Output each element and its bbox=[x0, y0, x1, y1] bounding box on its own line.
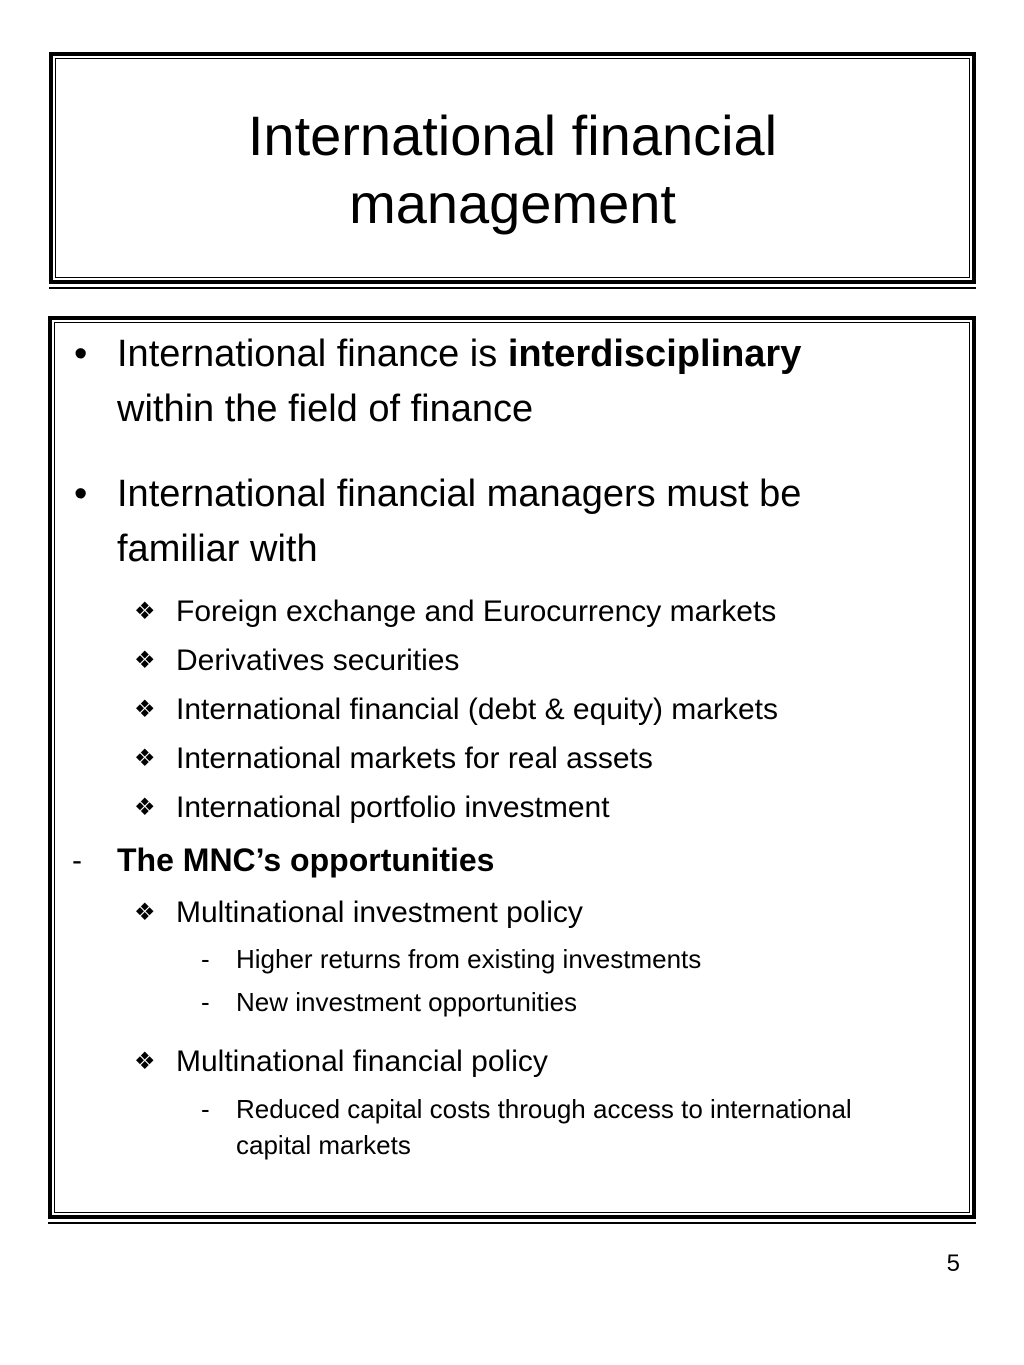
dash-marker: - bbox=[72, 844, 82, 877]
sub-item-line2: capital markets bbox=[236, 1130, 411, 1160]
policy-item: Multinational investment policy bbox=[176, 896, 583, 929]
market-item: International portfolio investment bbox=[176, 791, 610, 824]
diamond-bullet-icon: ❖ bbox=[134, 647, 156, 674]
bullet-text-line2: within the field of finance bbox=[117, 388, 534, 430]
market-item: International financial (debt & equity) markets bbox=[176, 693, 778, 726]
diamond-bullet-icon: ❖ bbox=[134, 598, 156, 625]
bullet-text-line2: familiar with bbox=[117, 528, 318, 570]
sub-item: New investment opportunities bbox=[236, 987, 578, 1017]
diamond-bullet-icon: ❖ bbox=[134, 794, 156, 821]
diamond-bullet-icon: ❖ bbox=[134, 745, 156, 772]
bullet-text-plain: International finance is bbox=[117, 333, 508, 375]
policy-item: Multinational financial policy bbox=[176, 1045, 548, 1078]
sub-item: Reduced capital costs through access to international bbox=[236, 1094, 852, 1124]
market-item: Derivatives securities bbox=[176, 644, 460, 677]
dash-marker: - bbox=[201, 944, 210, 974]
dash-marker: - bbox=[201, 987, 210, 1017]
diamond-bullet-icon: ❖ bbox=[134, 899, 156, 926]
bullet-text-bold: interdisciplinary bbox=[507, 333, 802, 375]
bullet-text: International financial managers must be bbox=[117, 473, 802, 515]
title-line-2: management bbox=[349, 172, 676, 235]
slide-title bbox=[53, 102, 972, 238]
bullet-marker: • bbox=[74, 333, 88, 375]
title-box bbox=[49, 52, 976, 284]
diamond-bullet-icon: ❖ bbox=[134, 1048, 156, 1075]
bullet-marker: • bbox=[74, 473, 88, 515]
page-number: 5 bbox=[946, 1250, 960, 1277]
title-line-1: International financial bbox=[247, 104, 778, 167]
mnc-heading: The MNC’s opportunities bbox=[117, 842, 495, 878]
diamond-bullet-icon: ❖ bbox=[134, 696, 156, 723]
sub-item: Higher returns from existing investments bbox=[236, 944, 702, 974]
market-item: International markets for real assets bbox=[176, 742, 653, 775]
dash-marker: - bbox=[201, 1094, 210, 1124]
bullet-text bbox=[117, 327, 801, 382]
market-item: Foreign exchange and Eurocurrency markets bbox=[176, 595, 777, 628]
